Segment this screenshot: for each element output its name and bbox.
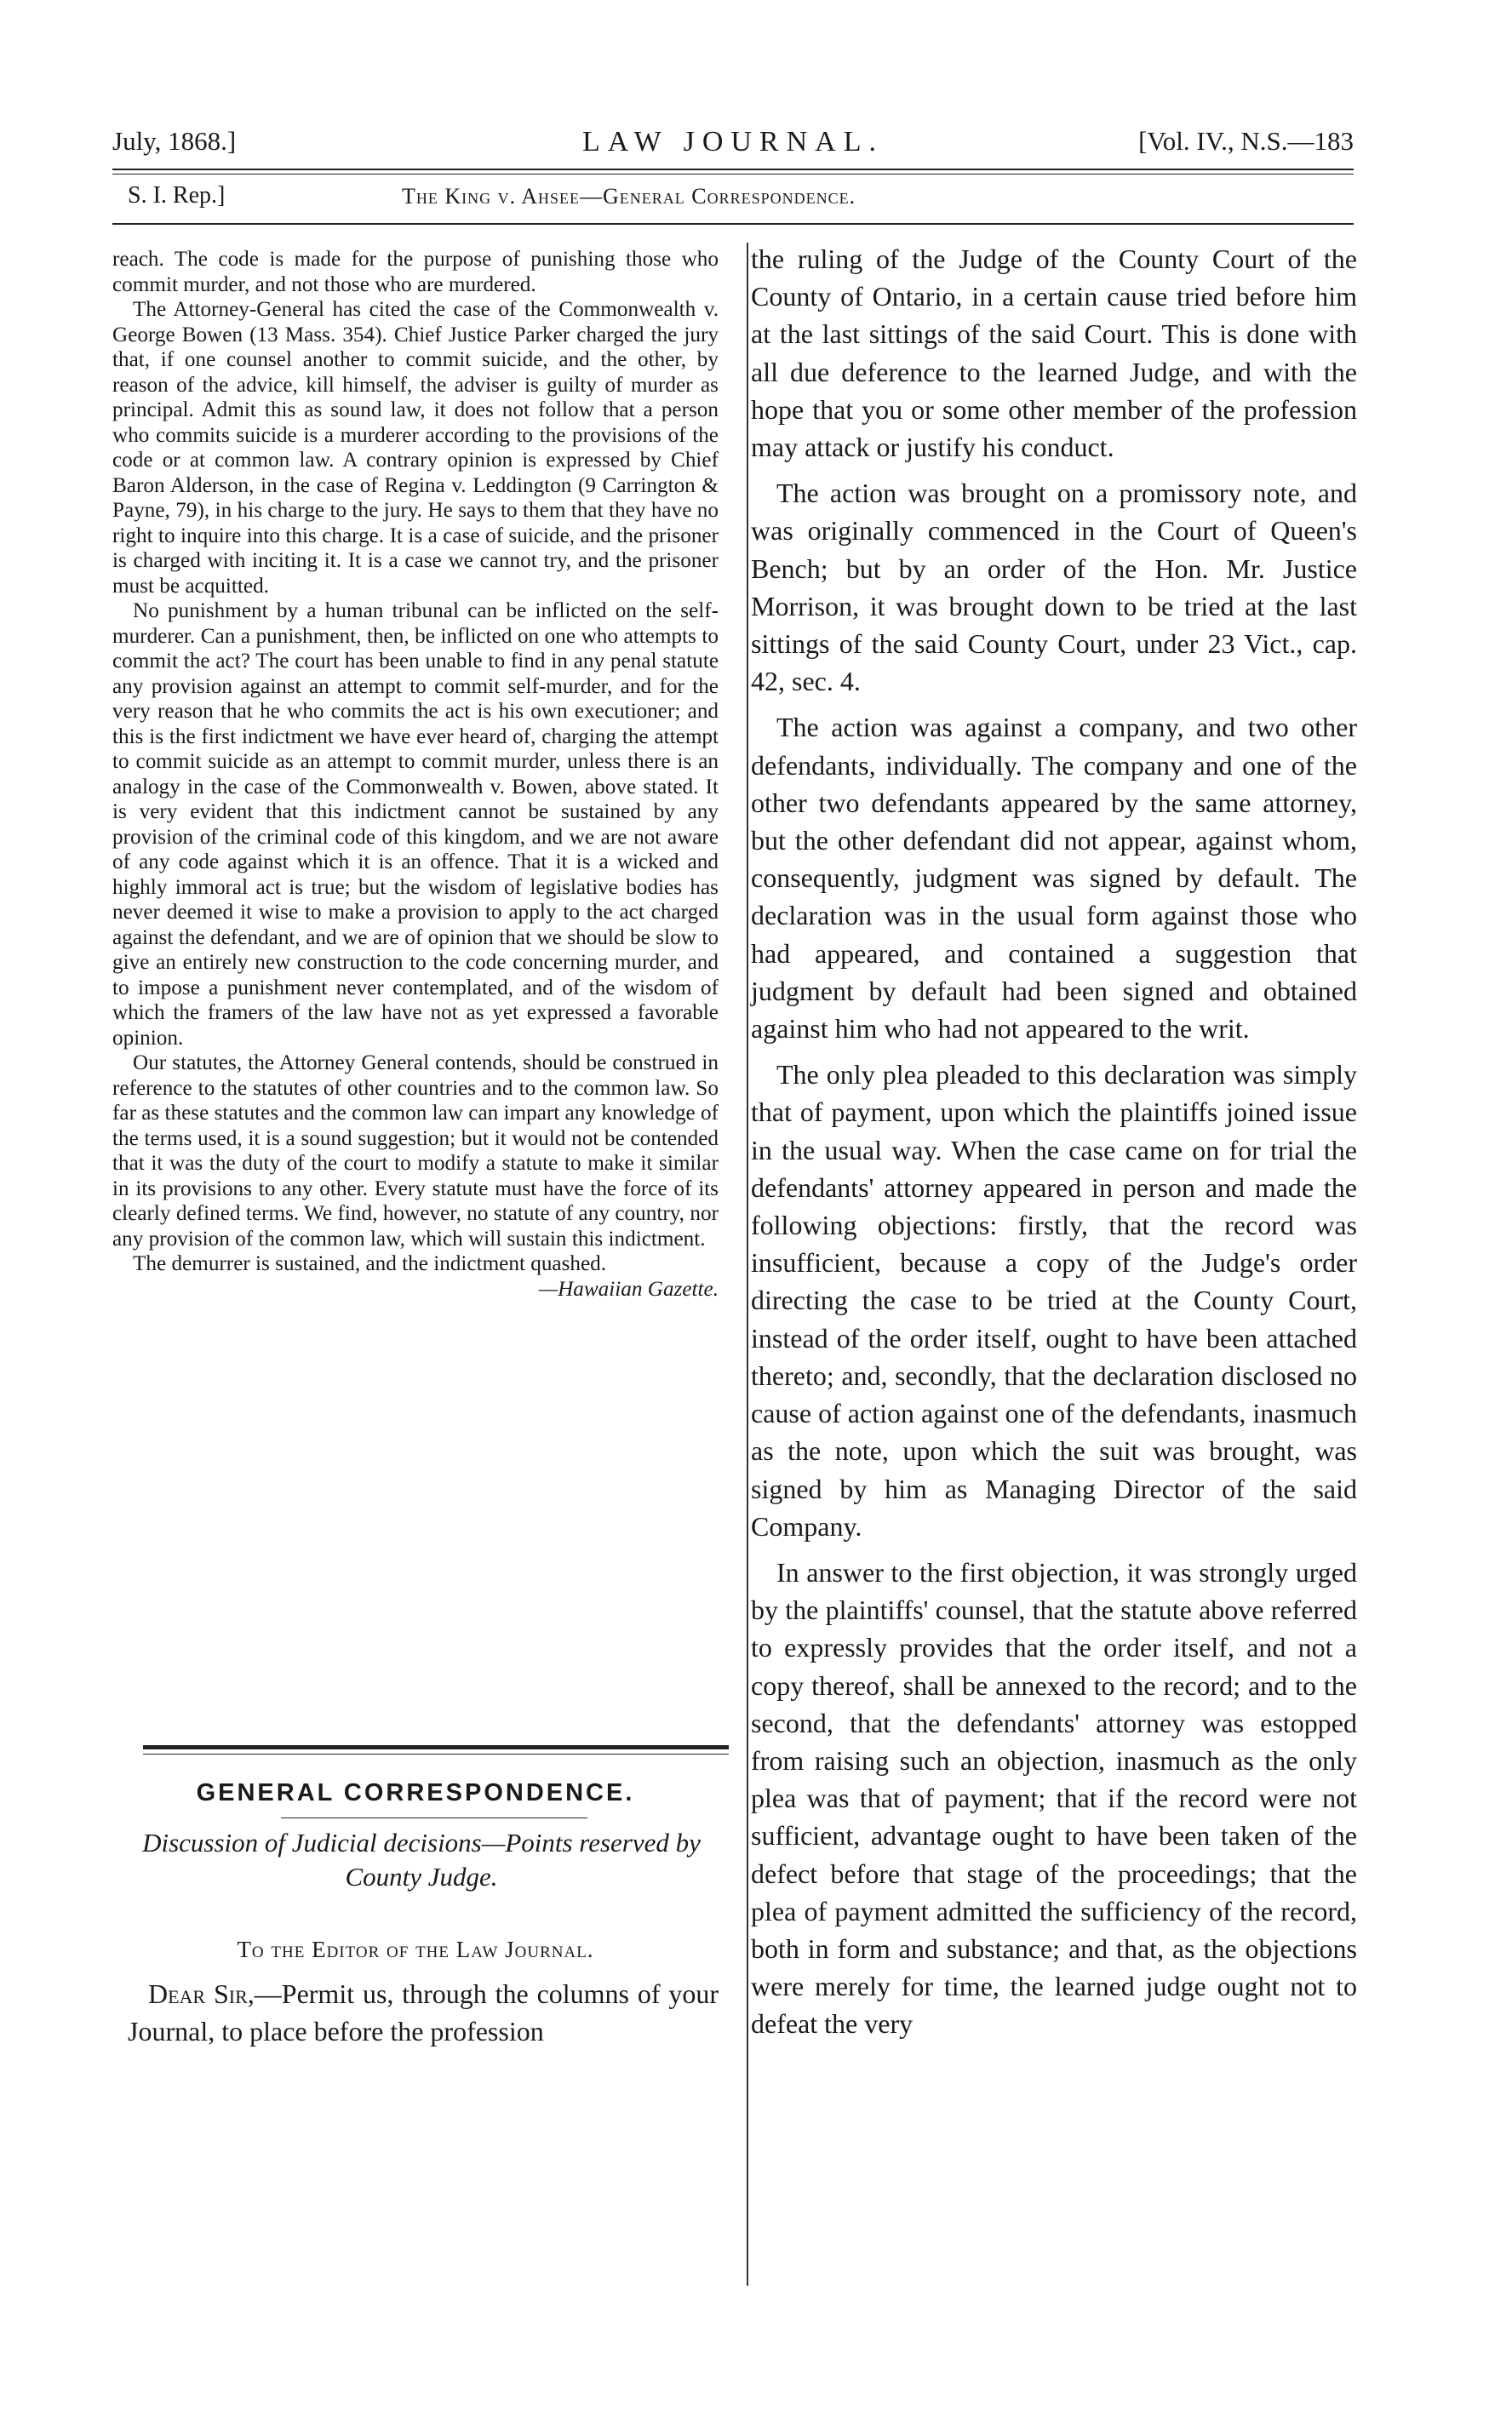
right-paragraph: The action was brought on a promissory note, and was originally commenced in the Court of Queen's Bench; but by an order of the Hon. Mr. Justice Morrison, it was brought down to be tried at the last sittings of the said County Court, under 23 Vict., cap. 42, sec. 4.	[751, 478, 1357, 697]
left-paragraph: reach. The code is made for the purpose of punishing those who commit murder, and not those who are murdered.	[112, 248, 719, 296]
right-paragraph: the ruling of the Judge of the County Court of the County of Ontario, in a certain cause tried before him at the last sittings of the said Court. This is done with all due deference to the learned Judge, and with the hope that you or some other member of the profession may attack or justify his conduct.	[751, 243, 1357, 463]
general-correspondence-heading: GENERAL CORRESPONDENCE.	[196, 1779, 635, 1806]
right-paragraph: The only plea pleaded to this declaration was simply that of payment, upon which the plaintiffs joined issue in the usual way. When the case came on for trial the defendants' attorney appeared in person and made the following objections: firstly, that the record was insufficient, because a copy of the Judge's order directing the case to be tried at the County Court, instead of the order itself, ought to have been attached thereto; and, secondly, that the declaration disclosed no cause of action against one of the defendants, inasmuch as the note, upon which the suit was brought, was signed by him as Managing Director of the said Company.	[751, 1059, 1357, 1542]
header-date: July, 1868.]	[112, 126, 237, 156]
section-rule-thin	[143, 1754, 729, 1755]
salutation: Dear Sir,	[148, 1978, 255, 2009]
report-label: S. I. Rep.]	[128, 182, 226, 209]
right-paragraph: The action was against a company, and two other defendants, individually. The company and one of the other two defendants appeared by the same attorney, but the other defendant did not appear, against whom, consequently, judgment was signed by default. The declaration was in the usual form against those who had appeared, and contained a suggestion that judgment by default had been signed and obtained against him who had not appeared to the writ.	[751, 712, 1357, 1045]
left-paragraph: The Attorney-General has cited the case of the Commonwealth v. George Bowen (13 Mass. 354). Chief Justice Parker charged the jury that, if one counsel another to commit suicide, and the other, by reason of the advice, kill himself, the adviser is guilty of murder as principal. Admit this as sound law, it does not follow that a person who commits suicide is a murderer according to the provisions of the code or at common law. A contrary opinion is expressed by Chief Baron Alderson, in the case of Regina v. Leddington (9 Carrington & Payne, 79), in his charge to the jury. He says to them that they have no right to inquire into this charge. It is a case of suicide, and the prisoner is charged with inciting it. It is a case we cannot try, and the prisoner must be acquitted.	[112, 298, 719, 598]
header-rule	[112, 169, 1354, 175]
letter-opening-text: —Permit us, through the columns of your Journal, to place before the profession	[128, 1978, 719, 2047]
to-editor-line: To the Editor of the Law Journal.	[237, 1937, 594, 1962]
section-header	[112, 182, 1354, 216]
closing-paragraph	[112, 1251, 719, 1301]
left-paragraph: Our statutes, the Attorney General contends, should be construed in reference to the statutes of other countries and to the common law. So far as these statutes and the common law can impart any knowledge of the terms used, it is a sound suggestion; but it would not be contended that it was the duty of the court to modify a statute to make it similar in its provisions to any other. Every statute must have the force of its clearly defined terms. We find, however, no statute of any country, nor any provision of the common law, which will sustain this indictment.	[112, 1051, 719, 1251]
column-divider	[747, 243, 748, 2286]
section-title: The King v. Ahsee—General Correspondence.	[402, 184, 856, 209]
closing-text: The demurrer is sustained, and the indictment quashed.	[133, 1252, 607, 1275]
left-column	[112, 247, 719, 1302]
journal-title: LAW JOURNAL.	[582, 126, 884, 157]
right-column	[751, 240, 1357, 2052]
right-paragraph: In answer to the first objection, it was strongly urged by the plaintiffs' counsel, that the statute above referred to expressly provides that the order itself, and not a copy thereof, shall be annexed to the record; and to the second, that the defendants' attorney was estopped from raising such an objection, inasmuch as the only plea was that of payment; that if the record were not sufficient, advantage ought to have been taken of the defect before that stage of the proceedings; that the plea of payment admitted the sufficiency of the record, both in form and substance; and that, as the objections were merely for time, the learned judge ought not to defeat the very	[751, 1556, 1357, 2040]
correspondence-subject: Discussion of Judicial decisions—Points reserved by County Judge.	[142, 1828, 701, 1892]
subheader-rule	[112, 223, 1354, 225]
section-rule-heavy	[143, 1745, 729, 1749]
volume-page: [Vol. IV., N.S.—183	[1138, 126, 1354, 156]
left-paragraph: No punishment by a human tribunal can be inflicted on the self-murderer. Can a punishment, then, be inflicted on one who attempts to commit the act? The court has been unable to find in any penal statute any provision against an attempt to commit self-murder, and for the very reason that he who commits the act is his own executioner; and this is the first indictment we have ever heard of, charging the attempt to commit suicide as an attempt to commit murder, unless there is an analogy in the case of the Commonwealth v. Bowen, above stated. It is very evident that this indictment cannot be sustained by any provision of the criminal code of this kingdom, and we are not aware of any code against which it is an offence. That it is a wicked and highly immoral act is true; but the wisdom of legislative bodies has never deemed it wise to make a provision to apply to the act charged against the defendant, and we are of opinion that we should be slow to give an entirely new construction to the code concerning murder, and to impose a punishment never contemplated, and of the wisdom of which the framers of the law have not as yet expressed a favorable opinion.	[112, 599, 719, 1050]
letter-opening	[128, 1975, 719, 2050]
source-attribution: —Hawaiian Gazette.	[538, 1277, 719, 1301]
running-header	[112, 126, 1354, 163]
